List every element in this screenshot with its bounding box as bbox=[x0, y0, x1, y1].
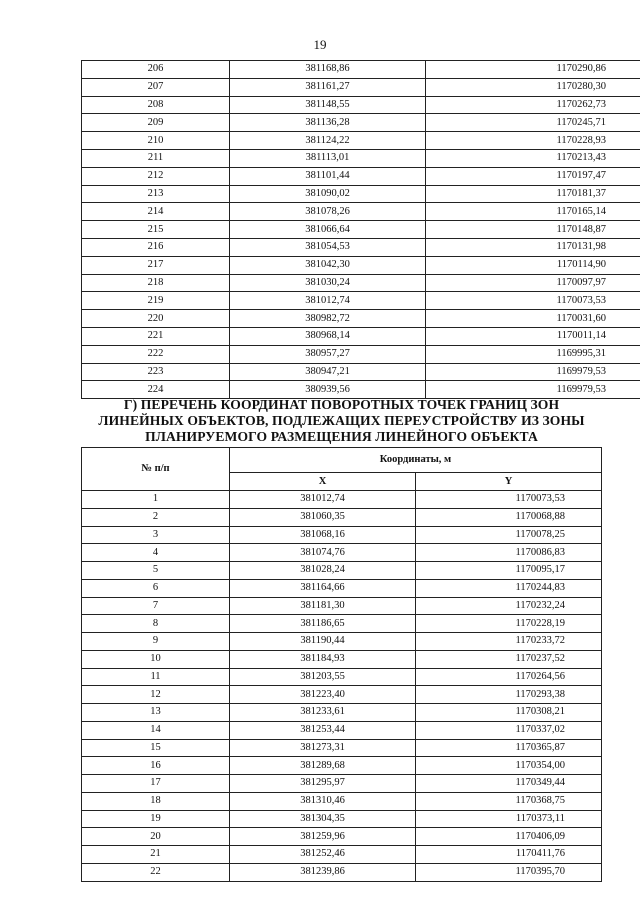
x-coordinate-cell: 381078,26 bbox=[230, 203, 426, 221]
point-number-cell: 215 bbox=[82, 221, 230, 239]
y-coordinate-cell: 1169979,53 bbox=[426, 381, 640, 399]
coordinates-table-body bbox=[82, 61, 640, 399]
point-number-cell: 3 bbox=[82, 526, 230, 544]
y-coordinate-cell: 1170262,73 bbox=[426, 96, 640, 114]
x-coordinate-cell: 381136,28 bbox=[230, 114, 426, 132]
y-coordinate-cell: 1170148,87 bbox=[426, 221, 640, 239]
x-coordinate-cell: 381190,44 bbox=[230, 633, 416, 651]
table-row bbox=[82, 650, 602, 668]
table-row bbox=[82, 810, 602, 828]
point-number-cell: 216 bbox=[82, 238, 230, 256]
y-coordinate-cell: 1170181,37 bbox=[426, 185, 640, 203]
x-coordinate-cell: 381304,35 bbox=[230, 810, 416, 828]
point-number-cell: 9 bbox=[82, 633, 230, 651]
x-coordinate-cell: 381181,30 bbox=[230, 597, 416, 615]
table-row bbox=[82, 544, 602, 562]
point-number-cell: 221 bbox=[82, 327, 230, 345]
point-number-cell: 206 bbox=[82, 61, 230, 79]
point-number-cell: 6 bbox=[82, 579, 230, 597]
table-row bbox=[82, 757, 602, 775]
x-coordinate-cell: 381060,35 bbox=[230, 508, 416, 526]
y-coordinate-cell: 1170131,98 bbox=[426, 238, 640, 256]
y-coordinate-cell: 1170011,14 bbox=[426, 327, 640, 345]
table-row bbox=[82, 274, 640, 292]
y-coordinate-cell: 1170213,43 bbox=[426, 149, 640, 167]
x-coordinate-cell: 381148,55 bbox=[230, 96, 426, 114]
table-row bbox=[82, 739, 602, 757]
x-coordinate-cell: 381184,93 bbox=[230, 650, 416, 668]
table-row bbox=[82, 310, 640, 328]
y-coordinate-cell: 1170290,86 bbox=[426, 61, 640, 79]
y-coordinate-cell: 1170245,71 bbox=[426, 114, 640, 132]
x-coordinate-cell: 381310,46 bbox=[230, 792, 416, 810]
x-coordinate-cell: 381223,40 bbox=[230, 686, 416, 704]
x-coordinate-cell: 381090,02 bbox=[230, 185, 426, 203]
x-coordinate-cell: 381068,16 bbox=[230, 526, 416, 544]
point-number-cell: 224 bbox=[82, 381, 230, 399]
y-coordinate-cell: 1170373,11 bbox=[416, 810, 602, 828]
point-number-cell: 220 bbox=[82, 310, 230, 328]
table-row bbox=[82, 579, 602, 597]
point-number-cell: 218 bbox=[82, 274, 230, 292]
y-coordinate-cell: 1170228,93 bbox=[426, 132, 640, 150]
point-number-cell: 8 bbox=[82, 615, 230, 633]
y-coordinate-cell: 1170097,97 bbox=[426, 274, 640, 292]
y-coordinate-cell: 1170232,24 bbox=[416, 597, 602, 615]
x-coordinate-cell: 381161,27 bbox=[230, 78, 426, 96]
table-row bbox=[82, 491, 602, 509]
section-title bbox=[81, 397, 602, 445]
y-coordinate-cell: 1170228,19 bbox=[416, 615, 602, 633]
x-coordinate-cell: 381042,30 bbox=[230, 256, 426, 274]
x-coordinate-cell: 380957,27 bbox=[230, 345, 426, 363]
table-row bbox=[82, 562, 602, 580]
y-coordinate-cell: 1170308,21 bbox=[416, 704, 602, 722]
x-coordinate-cell: 381168,86 bbox=[230, 61, 426, 79]
y-coordinate-cell: 1170244,83 bbox=[416, 579, 602, 597]
y-coordinate-cell: 1170406,09 bbox=[416, 828, 602, 846]
y-coordinate-cell: 1170114,90 bbox=[426, 256, 640, 274]
table-row bbox=[82, 704, 602, 722]
y-coordinate-cell: 1170349,44 bbox=[416, 775, 602, 793]
x-coordinate-cell: 381239,86 bbox=[230, 863, 416, 881]
y-coordinate-cell: 1170031,60 bbox=[426, 310, 640, 328]
relocation-table-body bbox=[82, 491, 602, 882]
table-row bbox=[82, 132, 640, 150]
table-row bbox=[82, 792, 602, 810]
section-title-line: ЛИНЕЙНЫХ ОБЪЕКТОВ, ПОДЛЕЖАЩИХ ПЕРЕУСТРОЙСТВУ ИЗ ЗОНЫ bbox=[98, 413, 585, 428]
table-row bbox=[82, 828, 602, 846]
table-row bbox=[82, 292, 640, 310]
point-number-cell: 20 bbox=[82, 828, 230, 846]
header-number: № п/п bbox=[82, 448, 230, 491]
section-title-line: ПЛАНИРУЕМОГО РАЗМЕЩЕНИЯ ЛИНЕЙНОГО ОБЪЕКТА bbox=[145, 429, 538, 444]
point-number-cell: 1 bbox=[82, 491, 230, 509]
table-row bbox=[82, 863, 602, 881]
y-coordinate-cell: 1170354,00 bbox=[416, 757, 602, 775]
point-number-cell: 207 bbox=[82, 78, 230, 96]
y-coordinate-cell: 1170197,47 bbox=[426, 167, 640, 185]
point-number-cell: 209 bbox=[82, 114, 230, 132]
point-number-cell: 22 bbox=[82, 863, 230, 881]
point-number-cell: 14 bbox=[82, 721, 230, 739]
x-coordinate-cell: 381030,24 bbox=[230, 274, 426, 292]
y-coordinate-cell: 1170264,56 bbox=[416, 668, 602, 686]
y-coordinate-cell: 1170165,14 bbox=[426, 203, 640, 221]
point-number-cell: 11 bbox=[82, 668, 230, 686]
table-row bbox=[82, 721, 602, 739]
table-row bbox=[82, 256, 640, 274]
x-coordinate-cell: 381203,55 bbox=[230, 668, 416, 686]
table-row bbox=[82, 78, 640, 96]
point-number-cell: 21 bbox=[82, 846, 230, 864]
y-coordinate-cell: 1170395,70 bbox=[416, 863, 602, 881]
y-coordinate-cell: 1170068,88 bbox=[416, 508, 602, 526]
point-number-cell: 212 bbox=[82, 167, 230, 185]
table-row bbox=[82, 327, 640, 345]
relocation-coordinates-table bbox=[81, 447, 602, 882]
x-coordinate-cell: 381012,74 bbox=[230, 292, 426, 310]
point-number-cell: 7 bbox=[82, 597, 230, 615]
y-coordinate-cell: 1170237,52 bbox=[416, 650, 602, 668]
y-coordinate-cell: 1170233,72 bbox=[416, 633, 602, 651]
x-coordinate-cell: 381124,22 bbox=[230, 132, 426, 150]
point-number-cell: 16 bbox=[82, 757, 230, 775]
y-coordinate-cell: 1170293,38 bbox=[416, 686, 602, 704]
x-coordinate-cell: 381074,76 bbox=[230, 544, 416, 562]
table-row bbox=[82, 381, 640, 399]
point-number-cell: 15 bbox=[82, 739, 230, 757]
point-number-cell: 19 bbox=[82, 810, 230, 828]
point-number-cell: 211 bbox=[82, 149, 230, 167]
point-number-cell: 17 bbox=[82, 775, 230, 793]
y-coordinate-cell: 1170337,02 bbox=[416, 721, 602, 739]
table-row bbox=[82, 167, 640, 185]
table-row bbox=[82, 149, 640, 167]
x-coordinate-cell: 381066,64 bbox=[230, 221, 426, 239]
point-number-cell: 4 bbox=[82, 544, 230, 562]
point-number-cell: 13 bbox=[82, 704, 230, 722]
point-number-cell: 219 bbox=[82, 292, 230, 310]
y-coordinate-cell: 1170095,17 bbox=[416, 562, 602, 580]
y-coordinate-cell: 1170078,25 bbox=[416, 526, 602, 544]
table-row bbox=[82, 526, 602, 544]
header-coordinates: Координаты, м bbox=[230, 448, 602, 473]
x-coordinate-cell: 381289,68 bbox=[230, 757, 416, 775]
y-coordinate-cell: 1170086,83 bbox=[416, 544, 602, 562]
x-coordinate-cell: 381253,44 bbox=[230, 721, 416, 739]
table-row bbox=[82, 775, 602, 793]
y-coordinate-cell: 1170368,75 bbox=[416, 792, 602, 810]
point-number-cell: 210 bbox=[82, 132, 230, 150]
x-coordinate-cell: 380947,21 bbox=[230, 363, 426, 381]
section-title-line: Г) ПЕРЕЧЕНЬ КООРДИНАТ ПОВОРОТНЫХ ТОЧЕК ГРАНИЦ ЗОН bbox=[123, 397, 560, 412]
point-number-cell: 18 bbox=[82, 792, 230, 810]
x-coordinate-cell: 381164,66 bbox=[230, 579, 416, 597]
x-coordinate-cell: 381012,74 bbox=[230, 491, 416, 509]
x-coordinate-cell: 380982,72 bbox=[230, 310, 426, 328]
table-row bbox=[82, 686, 602, 704]
table-row bbox=[82, 185, 640, 203]
x-coordinate-cell: 381295,97 bbox=[230, 775, 416, 793]
point-number-cell: 223 bbox=[82, 363, 230, 381]
point-number-cell: 217 bbox=[82, 256, 230, 274]
coordinates-table-continued bbox=[81, 60, 640, 399]
y-coordinate-cell: 1170073,53 bbox=[426, 292, 640, 310]
point-number-cell: 12 bbox=[82, 686, 230, 704]
x-coordinate-cell: 381233,61 bbox=[230, 704, 416, 722]
x-coordinate-cell: 381186,65 bbox=[230, 615, 416, 633]
table-row bbox=[82, 61, 640, 79]
x-coordinate-cell: 381054,53 bbox=[230, 238, 426, 256]
table-row bbox=[82, 615, 602, 633]
point-number-cell: 2 bbox=[82, 508, 230, 526]
x-coordinate-cell: 381259,96 bbox=[230, 828, 416, 846]
table-row bbox=[82, 633, 602, 651]
table-row bbox=[82, 96, 640, 114]
y-coordinate-cell: 1170365,87 bbox=[416, 739, 602, 757]
point-number-cell: 10 bbox=[82, 650, 230, 668]
x-coordinate-cell: 381113,01 bbox=[230, 149, 426, 167]
point-number-cell: 213 bbox=[82, 185, 230, 203]
x-coordinate-cell: 381101,44 bbox=[230, 167, 426, 185]
y-coordinate-cell: 1170073,53 bbox=[416, 491, 602, 509]
point-number-cell: 214 bbox=[82, 203, 230, 221]
table-row bbox=[82, 221, 640, 239]
x-coordinate-cell: 381252,46 bbox=[230, 846, 416, 864]
table-row bbox=[82, 597, 602, 615]
table-row bbox=[82, 508, 602, 526]
table-row bbox=[82, 114, 640, 132]
table-row bbox=[82, 345, 640, 363]
table-row bbox=[82, 238, 640, 256]
point-number-cell: 5 bbox=[82, 562, 230, 580]
table-row bbox=[82, 203, 640, 221]
x-coordinate-cell: 380939,56 bbox=[230, 381, 426, 399]
y-coordinate-cell: 1169995,31 bbox=[426, 345, 640, 363]
y-coordinate-cell: 1169979,53 bbox=[426, 363, 640, 381]
page-number: 19 bbox=[313, 37, 327, 52]
point-number-cell: 208 bbox=[82, 96, 230, 114]
x-coordinate-cell: 381028,24 bbox=[230, 562, 416, 580]
x-coordinate-cell: 381273,31 bbox=[230, 739, 416, 757]
table-row bbox=[82, 846, 602, 864]
x-coordinate-cell: 380968,14 bbox=[230, 327, 426, 345]
y-coordinate-cell: 1170411,76 bbox=[416, 846, 602, 864]
point-number-cell: 222 bbox=[82, 345, 230, 363]
header-y: Y bbox=[416, 473, 602, 491]
y-coordinate-cell: 1170280,30 bbox=[426, 78, 640, 96]
table-header bbox=[82, 448, 602, 491]
table-row bbox=[82, 363, 640, 381]
header-x: X bbox=[230, 473, 416, 491]
table-row bbox=[82, 668, 602, 686]
